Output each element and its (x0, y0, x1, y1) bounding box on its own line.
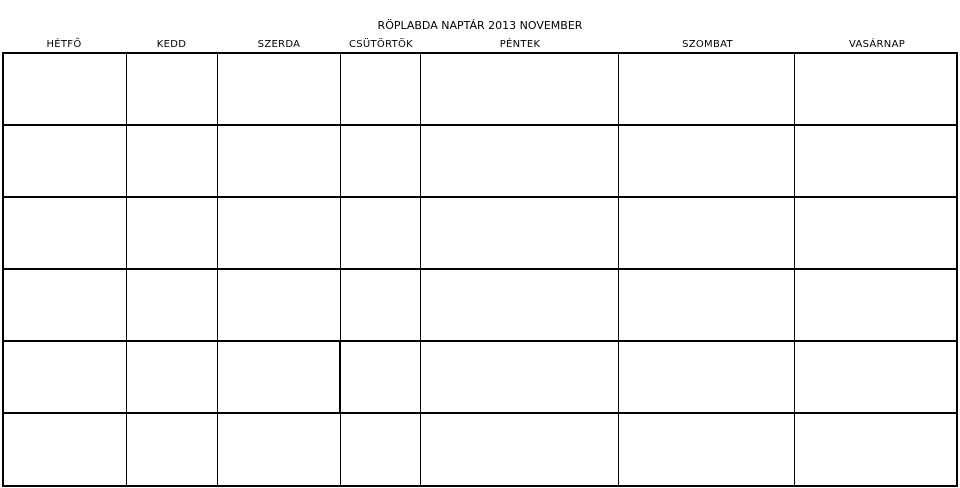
week-divider-5 (2, 412, 958, 414)
calendar-grid (2, 36, 958, 487)
header-friday: PÉNTEK (499, 39, 541, 50)
week-divider-3 (2, 268, 958, 270)
header-tuesday: KEDD (156, 39, 187, 50)
header-sunday: VASÁRNAP (848, 39, 906, 50)
calendar-title-text: RÖPLABDA NAPTÁR 2013 NOVEMBER (377, 19, 583, 32)
week-divider-1 (2, 124, 958, 126)
column-divider-3-bold-segment (339, 342, 341, 414)
week-divider-2 (2, 196, 958, 198)
calendar-body (2, 52, 958, 487)
header-thursday: CSÜTÖRTÖK (348, 39, 414, 50)
grid-border-bottom (2, 485, 958, 487)
header-monday: HÉTFŐ (46, 39, 82, 50)
week-divider-4 (2, 340, 958, 342)
header-saturday: SZOMBAT (682, 39, 733, 50)
calendar-title (0, 19, 960, 33)
header-wednesday: SZERDA (257, 39, 301, 50)
